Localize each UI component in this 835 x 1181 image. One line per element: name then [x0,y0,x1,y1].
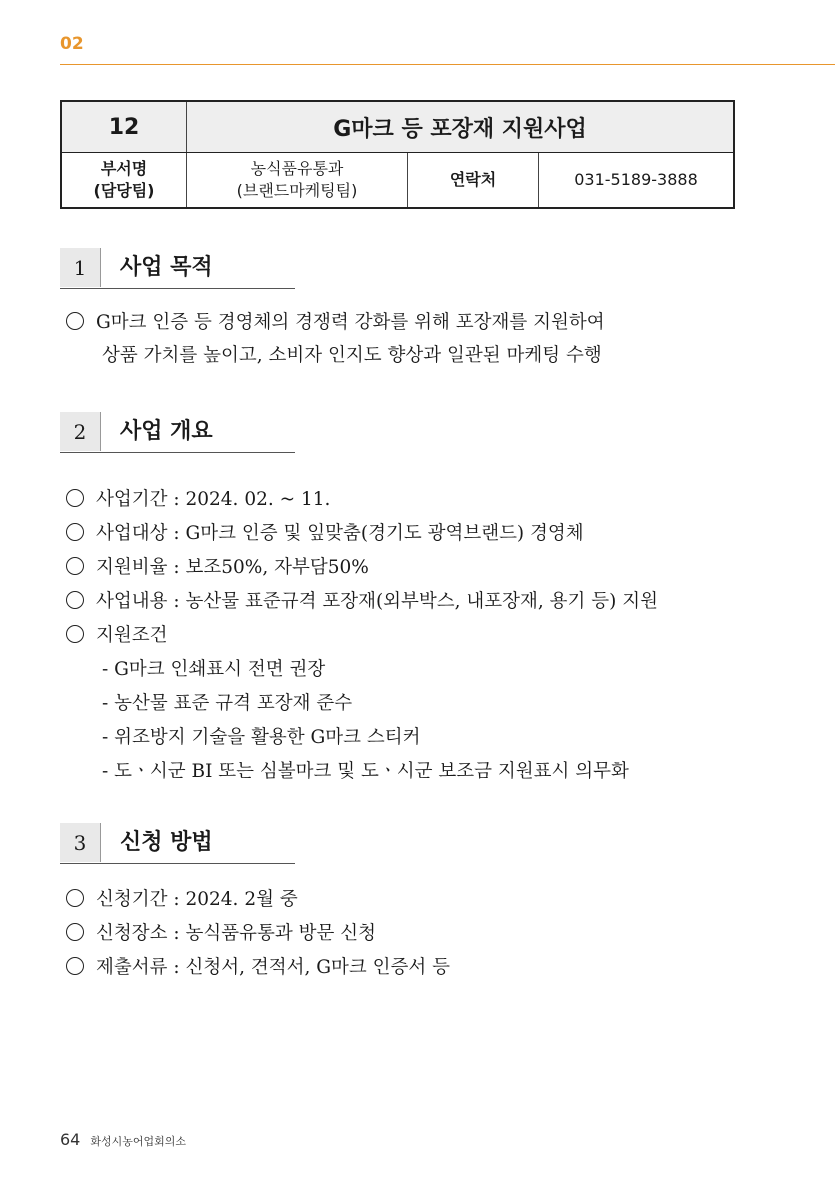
project-number: 12 [61,101,187,153]
department-label-line: (담당팀) [93,181,155,200]
list-item [66,488,330,512]
sub-list-item: - 도ㆍ시군 BI 또는 심볼마크 및 도ㆍ시군 보조금 지원표시 의무화 [102,761,629,782]
circle-bullet-icon [66,889,84,907]
section-title: 사업 개요 [120,419,213,444]
sub-list-item: - G마크 인쇄표시 전면 권장 [102,659,326,680]
list-item [66,922,376,946]
list-item-text: 사업기간 : 2024. 02. ~ 11. [96,489,331,510]
circle-bullet-icon [66,591,84,609]
list-item [66,888,298,912]
list-item-text: 사업내용 : 농산물 표준규격 포장재(외부박스, 내포장재, 용기 등) 지원 [96,591,658,612]
section-title: 신청 방법 [120,830,213,855]
list-item [66,590,658,614]
chapter-number: 02 [60,34,84,54]
department-value-line: 농식품유통과 [250,159,344,178]
list-item-text: 지원비율 : 보조50%, 자부담50% [96,557,369,578]
list-item-text: 사업대상 : G마크 인증 및 잎맞춤(경기도 광역브랜드) 경영체 [96,523,584,544]
chapter-divider [60,64,835,65]
sub-list-item: - 농산물 표준 규격 포장재 준수 [102,693,353,714]
list-item-text: G마크 인증 등 경영체의 경쟁력 강화를 위해 포장재를 지원하여 [96,312,605,333]
circle-bullet-icon [66,957,84,975]
list-item-text: 지원조건 [96,625,168,646]
list-item-continuation: 상품 가치를 높이고, 소비자 인지도 향상과 일관된 마케팅 수행 [102,345,602,366]
circle-bullet-icon [66,625,84,643]
page-number: 64 [60,1130,81,1149]
section-header [60,823,295,864]
section-number: 2 [60,412,101,451]
section-header [60,412,295,453]
circle-bullet-icon [66,489,84,507]
list-item [66,624,167,648]
department-label-line: 부서명 [100,159,148,178]
section-number: 3 [60,823,101,862]
list-item-text: 신청기간 : 2024. 2월 중 [96,889,298,910]
page-footer [60,1130,186,1149]
section-header [60,248,295,289]
organization-name: 화성시농어업회의소 [90,1135,186,1148]
section-number: 1 [60,248,101,287]
department-value [187,153,408,209]
project-title: G마크 등 포장재 지원사업 [187,101,735,153]
circle-bullet-icon [66,312,84,330]
list-item [66,522,584,546]
contact-label: 연락처 [408,153,539,209]
list-item [66,956,450,980]
list-item-text: 신청장소 : 농식품유통과 방문 신청 [96,923,376,944]
department-value-line: (브랜드마케팅팀) [236,181,358,200]
circle-bullet-icon [66,523,84,541]
circle-bullet-icon [66,923,84,941]
list-item-text: 제출서류 : 신청서, 견적서, G마크 인증서 등 [96,957,450,978]
circle-bullet-icon [66,557,84,575]
section-title: 사업 목적 [120,255,213,280]
sub-list-item: - 위조방지 기술을 활용한 G마크 스티커 [102,727,421,748]
department-label [61,153,187,209]
list-item [66,556,369,580]
contact-phone: 031-5189-3888 [539,153,735,209]
project-info-table [60,100,735,209]
list-item [66,311,605,335]
